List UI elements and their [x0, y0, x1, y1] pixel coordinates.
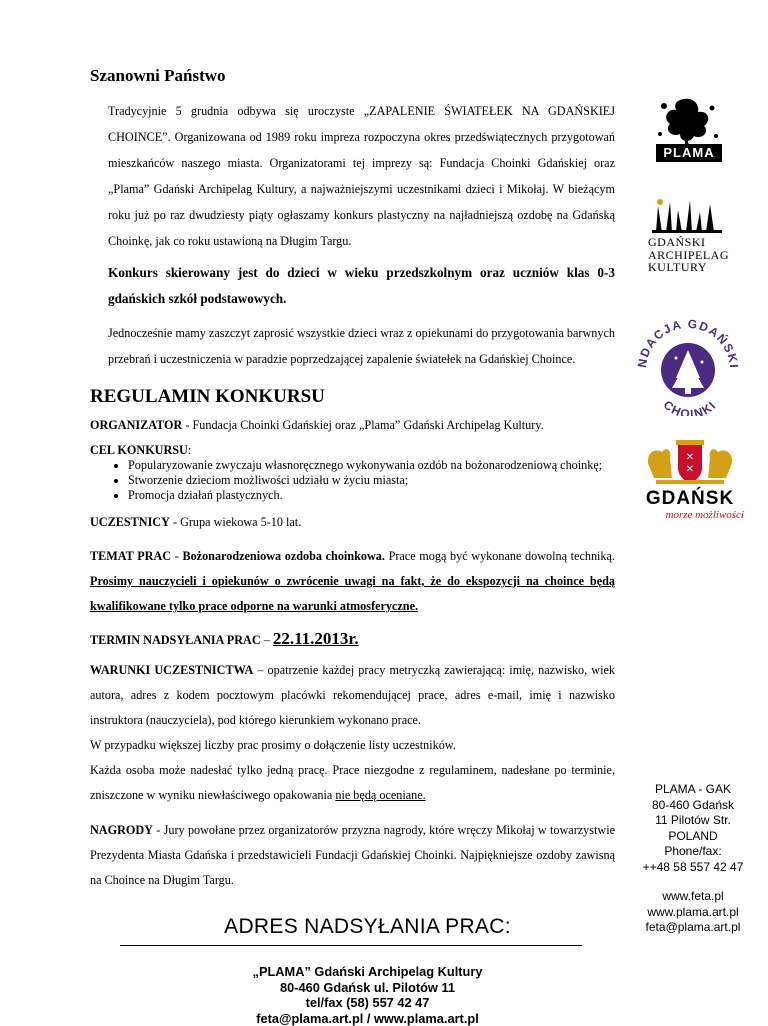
svg-text:✕: ✕: [686, 464, 694, 475]
deadline-label: TERMIN NADSYŁANIA PRAC: [90, 633, 261, 647]
conditions-label: WARUNKI UCZESTNICTWA: [90, 663, 253, 677]
goal-colon: :: [188, 443, 191, 457]
deadline-dash: –: [261, 633, 273, 647]
gdansk-slogan: morze możliwości: [636, 509, 744, 521]
greeting-heading: Szanowni Państwo: [90, 66, 615, 86]
address-divider: [120, 945, 582, 946]
organizer-section: [90, 418, 615, 433]
regulamin-title: REGULAMIN KONKURSU: [90, 386, 615, 408]
side-contact-line: ++48 58 557 42 47: [634, 860, 752, 876]
conditions-section: [90, 658, 615, 808]
address-line: 80-460 Gdańsk ul. Pilotów 11: [120, 980, 615, 996]
goal-item: • Stworzenie dzieciom możliwości udziału w życiu miasta;: [128, 473, 615, 488]
participants-text: - Grupa wiekowa 5-10 lat.: [170, 515, 301, 529]
conditions-not-judged: nie będą oceniane.: [335, 788, 425, 802]
gak-word: ARCHIPELAG: [648, 249, 748, 262]
awards-section: [90, 818, 615, 893]
plama-wordmark: PLAMA: [656, 144, 722, 162]
side-contact-line: PLAMA - GAK: [634, 782, 752, 798]
side-web-link[interactable]: www.plama.art.pl: [634, 905, 752, 921]
theme-underlined: Prosimy nauczycieli i opiekunów o zwrócenie uwagi na fakt, że do ekspozycji na choince będą kwalifikowane tylko prace odporne na warunki atmosferyczne.: [90, 574, 615, 613]
intro-paragraph: Tradycyjnie 5 grudnia odbywa się uroczyste „ZAPALENIE ŚWIATEŁEK NA GDAŃSKIEJ CHOINCE”. Organizowana od 1989 roku impreza rozpoczyna okres przedświątecznych przygotowań mieszkańców naszego miasta. Organizatorami tej imprezy są: Fundacja Choinki Gdańskiej oraz „Plama” Gdański Archipelag Kultury, a najważniejszymi uczestnikami dzieci i Mikołaj. W bieżącym roku już po raz dwudziesty piąty ogłaszamy konkurs plastyczny na najładniejszą ozdobę na Gdańską Choinkę, jak co roku ustawioną na Długim Targu.: [90, 98, 615, 254]
goal-section: [90, 443, 615, 458]
gdansk-logo: [636, 438, 744, 524]
fundacja-tree-icon: [632, 316, 744, 416]
goal-item: • Popularyzowanie zwyczaju własnoręcznego wykonywania ozdób na bożonarodzeniową choinkę;: [128, 458, 615, 473]
gak-wordmark: [640, 236, 748, 274]
theme-bold: Bożonarodzeniowa ozdoba choinkowa.: [182, 549, 384, 563]
gak-word: KULTURY: [648, 261, 748, 274]
side-contact-line: 80-460 Gdańsk: [634, 798, 752, 814]
goal-list: [108, 458, 615, 503]
gak-word: GDAŃSKI: [648, 236, 748, 249]
deadline-date: 22.11.2013r.: [273, 629, 359, 648]
document-body: [90, 66, 615, 1026]
fundacja-logo: [632, 316, 744, 416]
address-block: [120, 964, 615, 1026]
invite-paragraph: Jednocześnie mamy zaszczyt zaprosić wszystkie dzieci wraz z opiekunami do przygotowania barwnych przebrań i uczestniczenia w paradzie poprzedzającej zapalenie światełek na Gdańskiej Choince.: [90, 320, 615, 372]
conditions-one-entry: Każda osoba może nadesłać tylko jedną pracę. Prace niezgodne z regulaminem, nadesłane po terminie, zniszczone w wyniku niewłaściwego opakowania: [90, 763, 615, 802]
side-web-link[interactable]: www.feta.pl: [634, 889, 752, 905]
target-note: Konkurs skierowany jest do dzieci w wieku przedszkolnym oraz uczniów klas 0-3 gdańskich szkół podstawowych.: [90, 260, 615, 312]
goal-label: CEL KONKURSU: [90, 443, 188, 457]
address-line: feta@plama.art.pl / www.plama.art.pl: [120, 1011, 615, 1026]
side-email-link[interactable]: feta@plama.art.pl: [634, 920, 752, 936]
theme-text: Prace mogą być wykonane dowolną techniką.: [385, 549, 615, 563]
side-web-links: [634, 889, 752, 936]
side-contact-line: Phone/fax:: [634, 844, 752, 860]
gak-islands-icon: [652, 196, 722, 234]
fundacja-bottom-text: CHOINKI: [661, 398, 720, 416]
svg-text:CHOINKI: [661, 398, 720, 416]
svg-text:✕: ✕: [686, 452, 694, 463]
theme-label: TEMAT PRAC: [90, 549, 171, 563]
deadline-section: [90, 631, 615, 648]
side-contact-line: POLAND: [634, 829, 752, 845]
organizer-label: ORGANIZATOR: [90, 418, 182, 432]
gdansk-crest-icon: [636, 438, 744, 486]
conditions-text: – opatrzenie każdej pracy metryczką zawierającą: imię, nazwisko, wiek autora, adres z kodem pocztowym placówki rekomendującej prace, adres e-mail, imię i nazwisko instruktora (nauczyciela), pod którego kierunkiem wykonano prace.: [90, 663, 615, 727]
address-line: tel/fax (58) 557 42 47: [120, 995, 615, 1011]
plama-logo: [650, 96, 728, 166]
side-contact-line: 11 Pilotów Str.: [634, 813, 752, 829]
organizer-text: - Fundacja Choinki Gdańskiej oraz „Plama” Gdański Archipelag Kultury.: [182, 418, 543, 432]
awards-label: NAGRODY: [90, 823, 153, 837]
fundacja-top-text: NDACJA GDAŃSKI: [632, 316, 741, 370]
side-contact-box: [634, 782, 752, 936]
goal-item: • Promocja działań plastycznych.: [128, 488, 615, 503]
gak-logo: [640, 196, 740, 274]
theme-dash: -: [171, 549, 182, 563]
theme-section: [90, 544, 615, 619]
address-title: ADRES NADSYŁANIA PRAC:: [120, 915, 615, 939]
gdansk-wordmark: GDAŃSK: [636, 488, 744, 510]
awards-text: - Jury powołane przez organizatorów przyzna nagrody, które wręczy Mikołaj w towarzystwie Prezydenta Miasta Gdańska i przedstawicieli Fundacji Gdańskiej Choinki. Najpiękniejsze ozdoby zawisną na Choince na Długim Targu.: [90, 823, 615, 887]
conditions-list-note: W przypadku większej liczby prac prosimy o dołączenie listy uczestników.: [90, 738, 456, 752]
participants-section: [90, 515, 615, 530]
address-line: „PLAMA” Gdański Archipelag Kultury: [120, 964, 615, 980]
participants-label: UCZESTNICY: [90, 515, 170, 529]
